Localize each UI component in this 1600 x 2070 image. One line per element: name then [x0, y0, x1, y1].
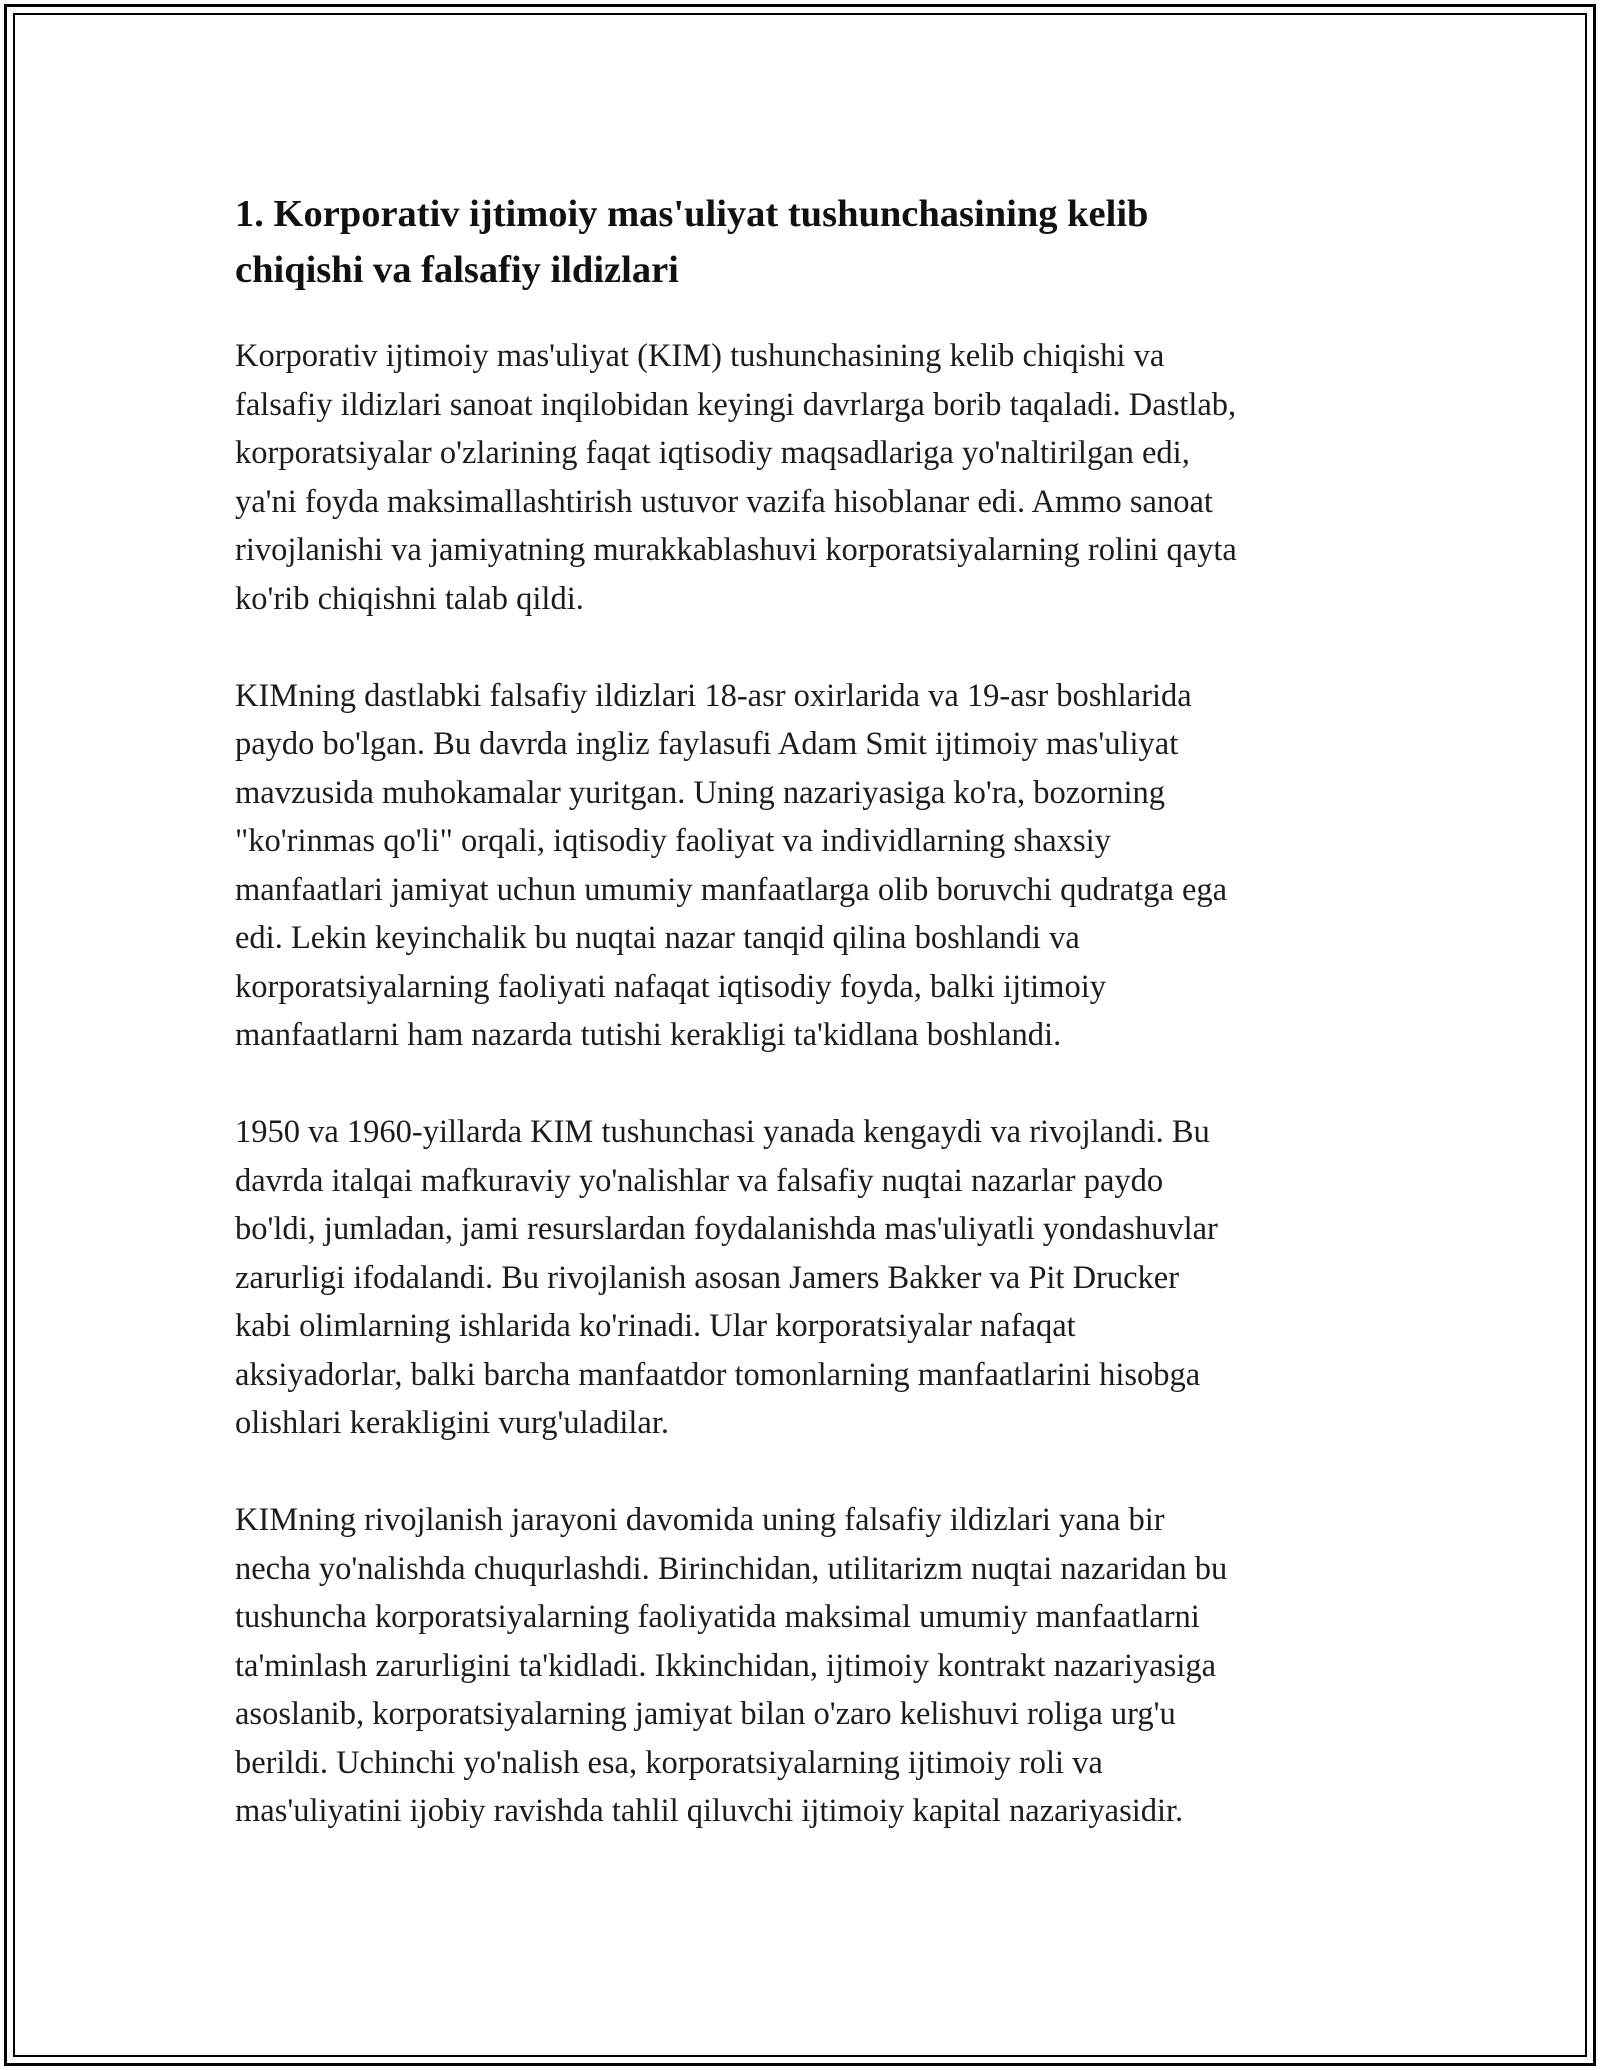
text-line: ta'minlash zarurligini ta'kidladi. Ikkinchidan, ijtimoiy kontrakt nazariyasiga: [235, 1647, 1217, 1684]
text-line: mas'uliyatini ijobiy ravishda tahlil qiluvchi ijtimoiy kapital nazariyasidir.: [235, 1793, 1184, 1829]
text-line: manfaatlari jamiyat uchun umumiy manfaatlarga olib boruvchi qudratga ega: [235, 871, 1228, 908]
text-line: edi. Lekin keyinchalik bu nuqtai nazar tanqid qilina boshlandi va: [235, 920, 1080, 956]
document-body: [235, 186, 1385, 1884]
heading-line: chiqishi va falsafiy ildizlari: [235, 249, 679, 291]
text-line: ko'rib chiqishni talab qildi.: [235, 580, 584, 617]
paragraph-2: [235, 672, 1385, 1060]
paragraph-3: [235, 1108, 1385, 1448]
text-line: bo'ldi, jumladan, jami resurslardan foydalanishda mas'uliyatli yondashuvlar: [235, 1211, 1218, 1247]
text-line: 1950 va 1960-yillarda KIM tushunchasi yanada kengaydi va rivojlandi. Bu: [235, 1114, 1210, 1150]
text-line: asoslanib, korporatsiyalarning jamiyat bilan o'zaro kelishuvi roliga urg'u: [235, 1696, 1176, 1732]
text-line: falsafiy ildizlari sanoat inqilobidan keyingi davrlarga borib taqaladi. Dastlab,: [235, 386, 1237, 423]
section-heading: [235, 186, 1385, 298]
text-line: kabi olimlarning ishlarida ko'rinadi. Ular korporatsiyalar nafaqat: [235, 1308, 1076, 1344]
text-line: zarurligi ifodalandi. Bu rivojlanish asosan Jamers Bakker va Pit Drucker: [235, 1259, 1180, 1296]
text-line: berildi. Uchinchi yo'nalish esa, korporatsiyalarning ijtimoiy roli va: [235, 1744, 1103, 1781]
text-line: KIMning rivojlanish jarayoni davomida uning falsafiy ildizlari yana bir: [235, 1502, 1165, 1538]
text-line: ya'ni foyda maksimallashtirish ustuvor vazifa hisoblanar edi. Ammo sanoat: [235, 483, 1213, 520]
text-line: necha yo'nalishda chuqurlashdi. Birinchidan, utilitarizm nuqtai nazaridan bu: [235, 1550, 1228, 1587]
text-line: korporatsiyalarning faoliyati nafaqat iqtisodiy foyda, balki ijtimoiy: [235, 968, 1106, 1005]
text-line: paydo bo'lgan. Bu davrda ingliz faylasufi Adam Smit ijtimoiy mas'uliyat: [235, 726, 1179, 762]
heading-line: 1. Korporativ ijtimoiy mas'uliyat tushunchasining kelib: [235, 193, 1149, 235]
text-line: korporatsiyalar o'zlarining faqat iqtisodiy maqsadlariga yo'naltirilgan edi,: [235, 435, 1190, 471]
text-line: tushuncha korporatsiyalarning faoliyatida maksimal umumiy manfaatlarni: [235, 1599, 1200, 1635]
text-line: aksiyadorlar, balki barcha manfaatdor tomonlarning manfaatlarini hisobga: [235, 1356, 1201, 1393]
text-line: Korporativ ijtimoiy mas'uliyat (KIM) tushunchasining kelib chiqishi va: [235, 338, 1165, 374]
paragraph-4: [235, 1496, 1385, 1836]
text-line: manfaatlarni ham nazarda tutishi kerakligi ta'kidlana boshlandi.: [235, 1017, 1062, 1053]
text-line: "ko'rinmas qo'li" orqali, iqtisodiy faoliyat va individlarning shaxsiy: [235, 823, 1111, 859]
paragraph-1: [235, 332, 1385, 623]
text-line: rivojlanishi va jamiyatning murakkablashuvi korporatsiyalarning rolini qayta: [235, 532, 1237, 568]
text-line: mavzusida muhokamalar yuritgan. Uning nazariyasiga ko'ra, bozorning: [235, 774, 1166, 811]
text-line: davrda italqai mafkuraviy yo'nalishlar va falsafiy nuqtai nazarlar paydo: [235, 1162, 1164, 1199]
text-line: olishlari kerakligini vurg'uladilar.: [235, 1405, 669, 1441]
text-line: KIMning dastlabki falsafiy ildizlari 18-asr oxirlarida va 19-asr boshlarida: [235, 677, 1192, 714]
